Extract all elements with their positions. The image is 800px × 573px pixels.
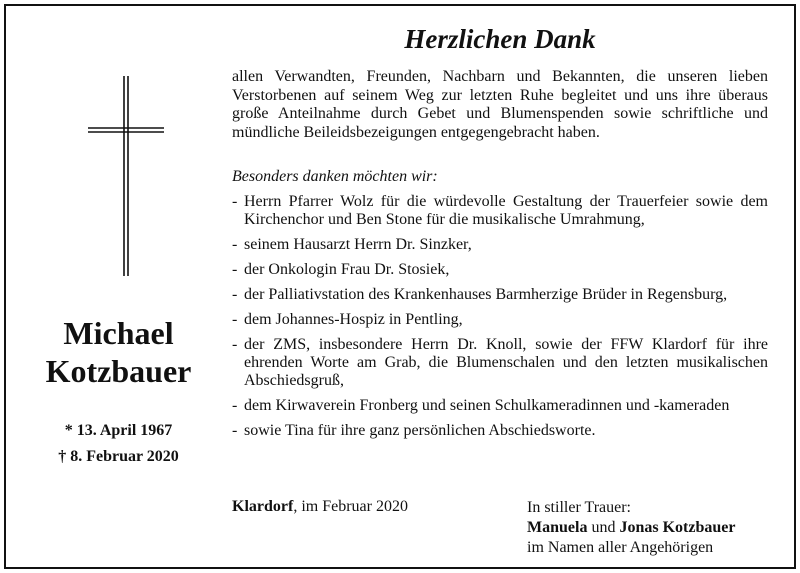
special-thanks-heading: Besonders danken möchten wir:: [232, 168, 438, 185]
list-item: - dem Johannes-Hospiz in Pentling,: [232, 311, 768, 329]
right-column: [232, 6, 768, 567]
cross-icon: [88, 76, 164, 276]
deceased-last-name: Kotzbauer: [45, 353, 192, 389]
page-title: Herzlichen Dank: [404, 24, 596, 54]
mourner-name-2: Jonas Kotzbauer: [619, 519, 736, 536]
mourners-footer: im Namen aller Angehörigen: [527, 539, 714, 556]
death-date: † 8. Februar 2020: [58, 448, 179, 465]
place-date-text: , im Februar 2020: [293, 498, 408, 515]
mourners-names: [527, 518, 735, 538]
birth-date: * 13. April 1967: [64, 422, 173, 439]
deceased-name: [6, 314, 231, 390]
thanks-list: [232, 193, 768, 447]
list-item: - der Onkologin Frau Dr. Stosiek,: [232, 261, 768, 279]
mourner-name-1: Manuela: [527, 519, 588, 536]
deceased-first-name: Michael: [63, 315, 174, 351]
life-dates: [6, 418, 231, 470]
list-item: - Herrn Pfarrer Wolz für die würdevolle Gestaltung der Trauerfeier sowie dem Kirchenchor und Ben Stone für die musikalische Umrahmung,: [232, 193, 768, 229]
place-date: [232, 498, 408, 516]
mourners-heading: In stiller Trauer:: [527, 499, 631, 516]
list-item: - der Palliativstation des Krankenhauses Barmherzige Brüder in Regensburg,: [232, 286, 768, 304]
list-item: - dem Kirwaverein Fronberg und seinen Schulkameradinnen und -kameraden: [232, 397, 768, 415]
left-column: [6, 6, 231, 567]
list-item: - seinem Hausarzt Herrn Dr. Sinzker,: [232, 236, 768, 254]
list-item: - der ZMS, insbesondere Herrn Dr. Knoll, sowie der FFW Klardorf für ihre ehrenden Worte am Grab, die Blumenschalen und den letzten musikalischen Abschiedsgruß,: [232, 336, 768, 390]
place-town: Klardorf: [232, 498, 294, 515]
intro-text: allen Verwandten, Freunden, Nachbarn und Bekannten, die unseren lieben Verstorbenen auf seinem Weg zur letzten Ruhe begleitet und uns ihre überaus große Anteilnahme durch Gebet und Blumenspenden sowie schriftliche und mündliche Beileidsbezeigungen entgegengebracht haben.: [232, 68, 768, 141]
obituary-card: [4, 4, 796, 569]
mourner-connector: und: [587, 519, 620, 536]
mourners-block: [527, 498, 735, 558]
list-item: - sowie Tina für ihre ganz persönlichen Abschiedsworte.: [232, 422, 768, 440]
